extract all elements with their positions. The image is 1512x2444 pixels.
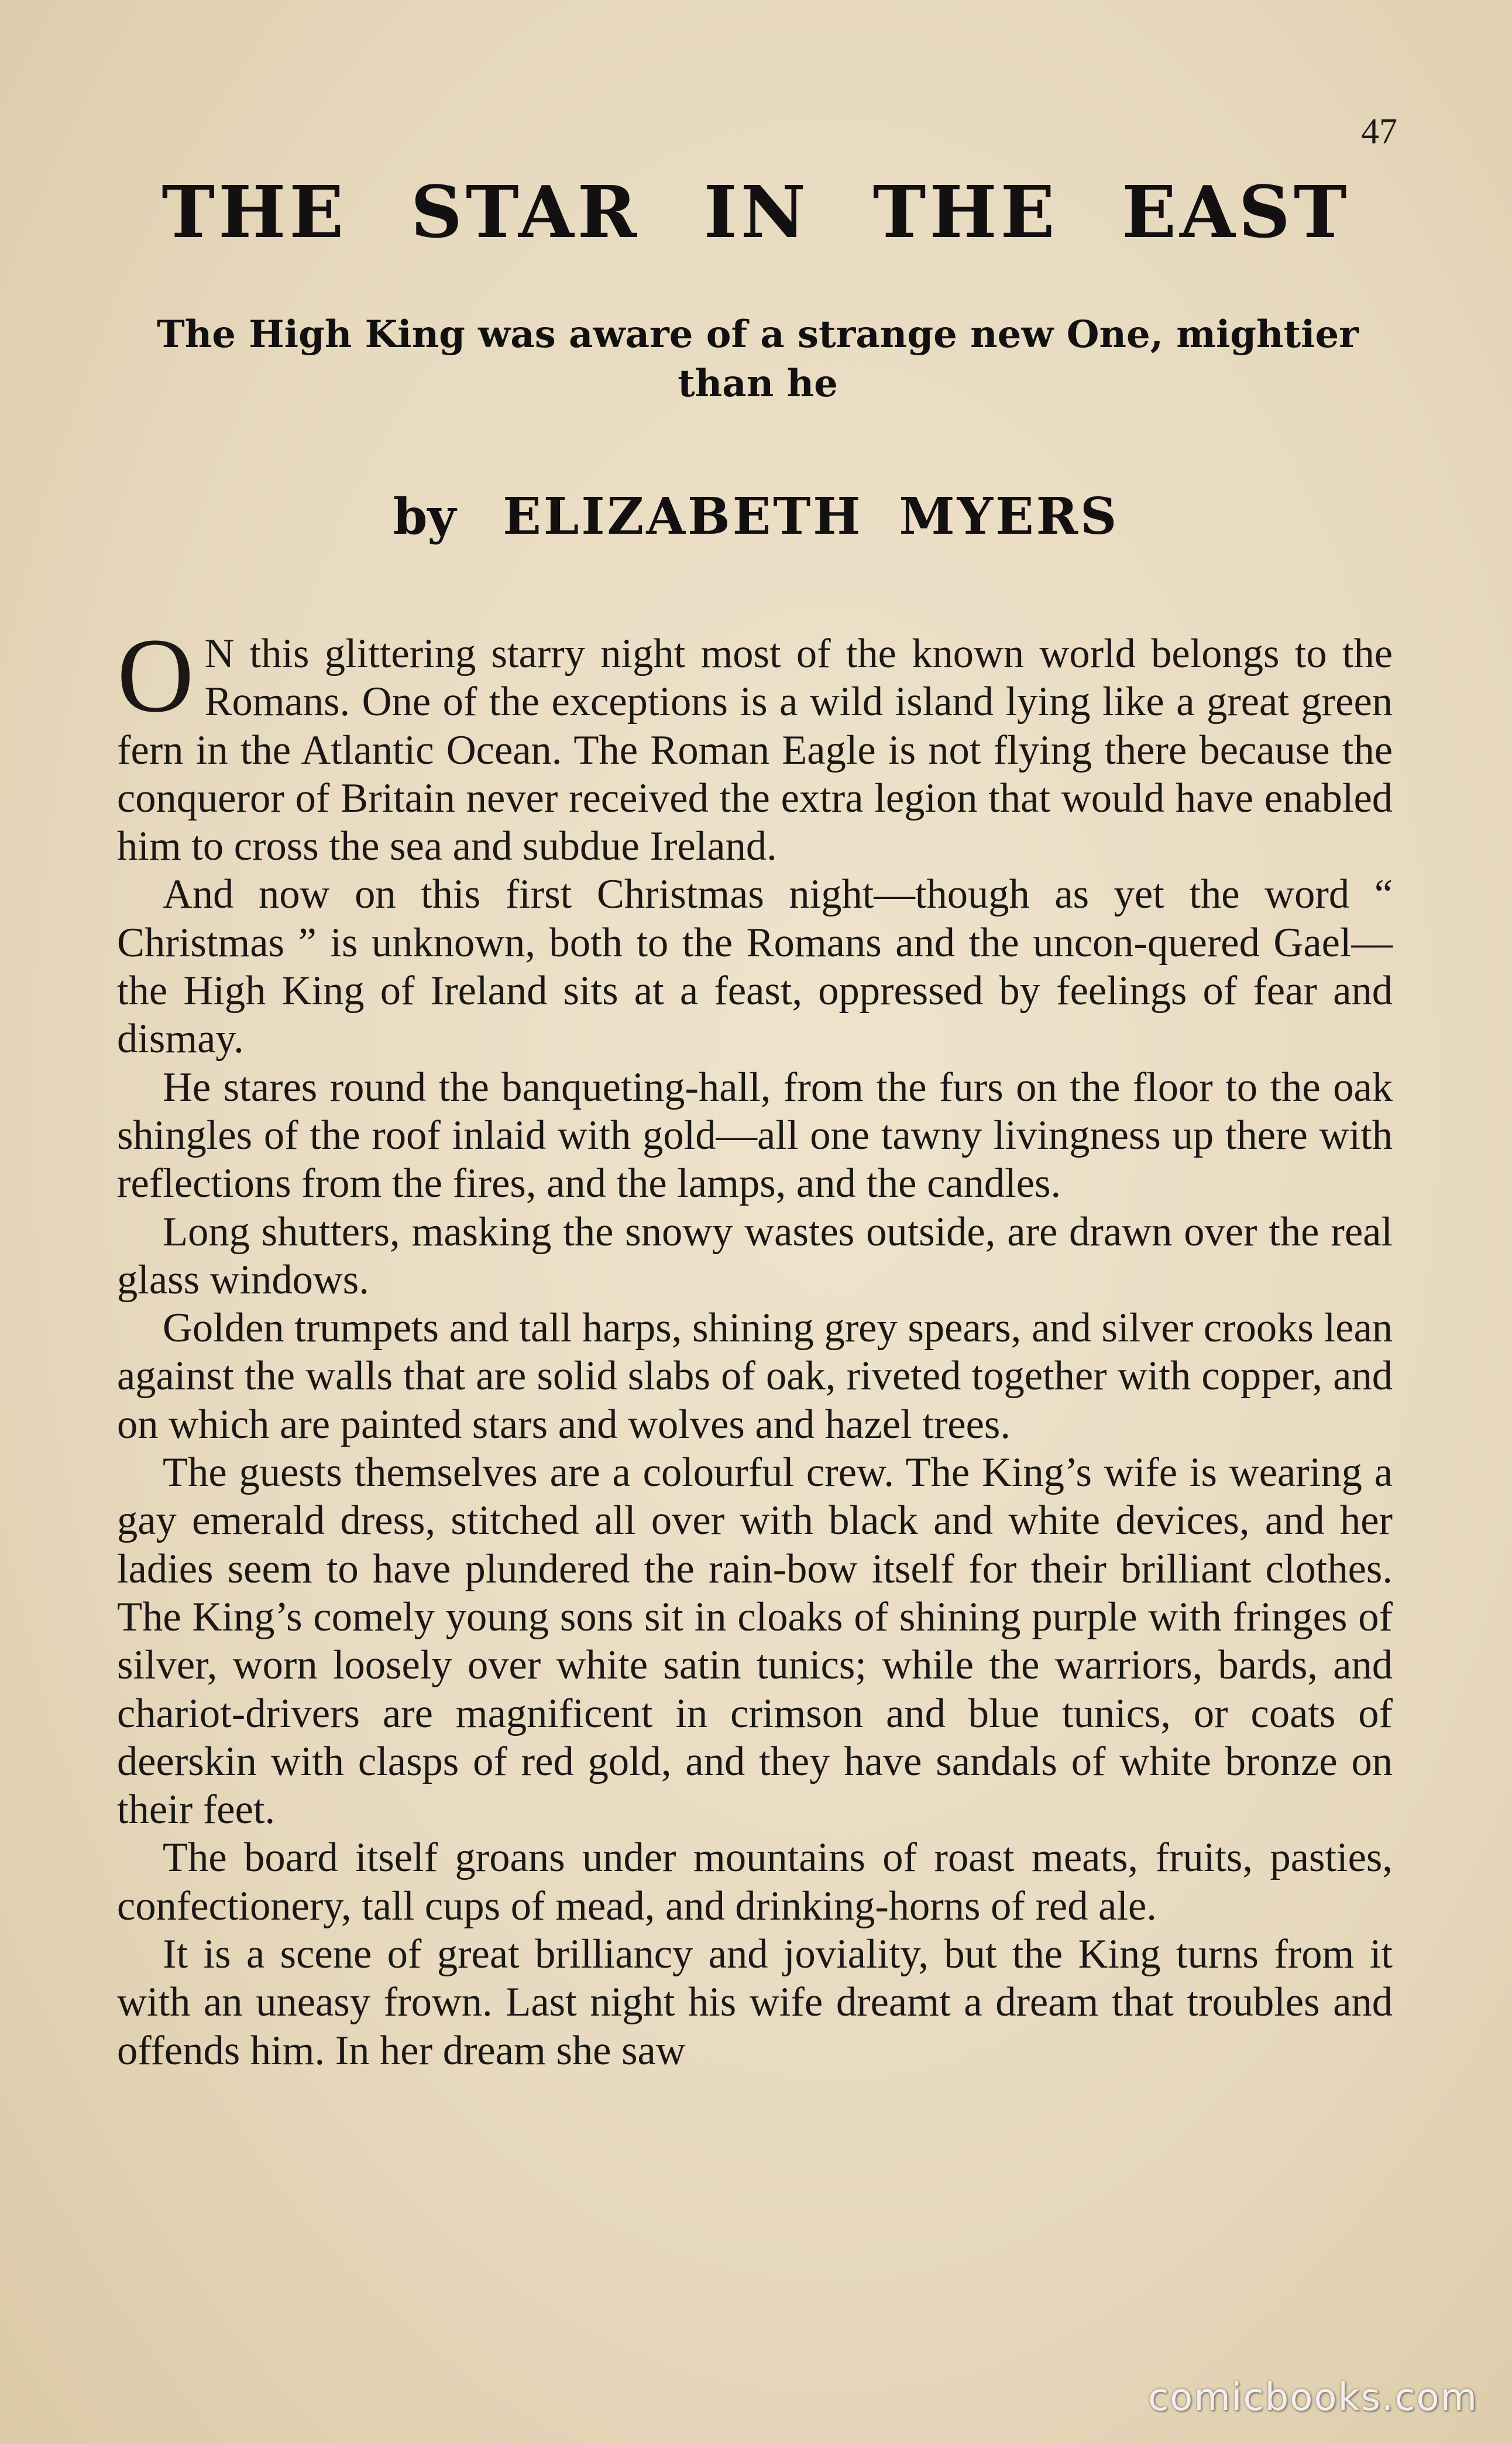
byline bbox=[0, 487, 1512, 546]
byline-author: ELIZABETH MYERS bbox=[503, 487, 1119, 546]
paragraph-4: Long shutters, masking the snowy wastes outside, are drawn over the real glass windows. bbox=[117, 1209, 1393, 1303]
paragraph-6: The guests themselves are a colourful crew. The King’s wife is wearing a gay emerald dress, stitched all over with black and white devices, and her ladies seem to have plundered the rain-bow itself for their brilliant clothes. The King’s comely young sons sit in cloaks of shining purple with fringes of silver, worn loosely over white satin tunics; while the warriors, bards, and chariot-drivers are magnificent in crimson and blue tunics, or coats of deerskin with clasps of red gold, and they have sandals of white bronze on their feet. bbox=[117, 1450, 1393, 1833]
drop-cap: O bbox=[117, 617, 194, 734]
paragraph-1 bbox=[117, 617, 1393, 870]
story-title: THE STAR IN THE EAST bbox=[161, 170, 1351, 254]
byline-by: by bbox=[393, 488, 456, 545]
paragraph-5: Golden trumpets and tall harps, shining grey spears, and silver crooks lean against the walls that are solid slabs of oak, riveted together with copper, and on which are painted stars and wolves and hazel trees. bbox=[117, 1305, 1393, 1447]
story-body bbox=[117, 617, 1393, 2075]
page-number: 47 bbox=[1361, 112, 1397, 152]
paragraph-8: It is a scene of great brilliancy and joviality, but the King turns from it with an uneasy frown. Last night his wife dreamt a dream that troubles and offends him. In her dream she saw bbox=[117, 1931, 1393, 2074]
paragraph-3: He stares round the banqueting-hall, from the furs on the floor to the oak shingles of the roof inlaid with gold—all one tawny livingness up there with reflections from the fires, and the lamps, and the candles. bbox=[117, 1064, 1393, 1207]
paragraph-1-text: N this glittering starry night most of the known world belongs to the Romans. One of the exceptions is a wild island lying like a great green fern in the Atlantic Ocean. The Roman Eagle is not flying there because the conqueror of Britain never received the extra legion that would have enabled him to cross the sea and subdue Ireland. bbox=[117, 631, 1393, 870]
paragraph-7: The board itself groans under mountains of roast meats, fruits, pasties, confectionery, tall cups of mead, and drinking-horns of red ale. bbox=[117, 1835, 1393, 1929]
watermark: comicbooks.com bbox=[1147, 2376, 1478, 2419]
paragraph-2: And now on this first Christmas night—though as yet the word “ Christmas ” is unknown, both to the Romans and the uncon-quered Gael—the High King of Ireland sits at a feast, oppressed by feelings of fear and dismay. bbox=[117, 871, 1393, 1062]
story-subtitle: The High King was aware of a strange new One, mightier than he bbox=[157, 313, 1359, 406]
